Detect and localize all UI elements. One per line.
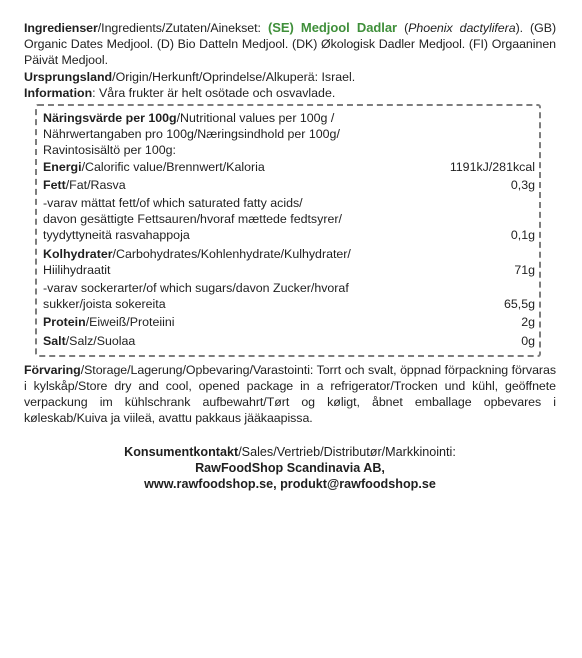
nutrition-row-saturated-fat (43, 195, 535, 246)
nutrient-name-rest: /Fat/Rasva (65, 177, 126, 192)
information-text: : Våra frukter är helt osötade och osvavlade. (92, 85, 336, 100)
nutrient-name-rest: /Carbohydrates/Kohlenhydrate/Kulhydrater/ (112, 246, 351, 261)
nutrition-header-line3: Ravintosisältö per 100g: (43, 143, 176, 158)
origin-label: Ursprungsland (24, 69, 113, 84)
nutrient-line: -varav mättat fett/of which saturated fatty acids/ (43, 196, 303, 211)
nutrition-header-bold: Näringsvärde per 100g (43, 111, 177, 126)
nutrient-value: 2g (521, 315, 535, 330)
nutrient-name-rest: /Eiweiß/Proteiini (85, 315, 175, 330)
nutrition-header-rest: /Nutritional values per 100g / (176, 111, 335, 126)
nutrient-name: Salt (43, 333, 66, 348)
nutrition-header-line2: Nährwertangaben pro 100g/Næringsindhold per 100g/ (43, 127, 340, 142)
contact-label-rest: /Sales/Vertrieb/Distributør/Markkinointi: (238, 444, 456, 459)
ingredients-highlight: (SE) Medjool Dadlar (267, 20, 398, 35)
nutrition-table (35, 104, 541, 357)
nutrition-header-line1 (43, 110, 535, 126)
nutrient-line: -varav sockerarter/of which sugars/davon Zucker/hvoraf (43, 281, 349, 296)
nutrition-row-carbohydrates (43, 246, 535, 280)
origin-text: /Origin/Herkunft/Oprindelse/Alkuperä: Israel. (112, 69, 356, 84)
storage-paragraph (24, 362, 556, 427)
contact-company: RawFoodShop Scandinavia AB, (195, 460, 385, 475)
nutrient-value: 1191kJ/281kcal (449, 159, 535, 174)
storage-label: Förvaring (24, 362, 81, 377)
product-label (24, 20, 556, 492)
nutrition-row-fat (43, 177, 535, 195)
ingredients-label-rest: /Ingredients/Zutaten/Ainekset: (97, 21, 268, 35)
nutrient-value: 71g (514, 262, 535, 277)
nutrient-value: 0g (521, 333, 535, 348)
origin-line (24, 69, 556, 85)
nutrition-row-sugars (43, 280, 535, 314)
nutrient-name: Energi (43, 159, 82, 174)
contact-label: Konsumentkontakt (124, 444, 239, 459)
information-line (24, 85, 556, 101)
contact-line (24, 444, 556, 460)
nutrient-value: 0,3g (510, 177, 535, 192)
ingredients-text: ). (GB) Organic Dates Medjool. (D) Bio Datteln Medjool. (DK) Økologisk Dadler Medjool. (FI) Orgaaninen Päivät Medjool. (24, 21, 557, 68)
nutrient-line: sukker/joista sokereita (43, 297, 166, 312)
nutrient-name: Kolhydrater (43, 246, 113, 261)
information-label: Information (24, 85, 93, 100)
contact-block (24, 444, 556, 493)
nutrition-row-protein (43, 314, 535, 332)
nutrient-name: Protein (43, 315, 86, 330)
nutrition-row-salt (43, 333, 535, 351)
nutrient-line: tyydyttyneitä rasvahappoja (43, 228, 190, 243)
nutrient-value: 65,5g (503, 297, 535, 312)
ingredients-latin: Phoenix dactylifera (408, 21, 516, 35)
ingredients-paragraph (24, 20, 556, 69)
nutrient-value: 0,1g (510, 228, 535, 243)
nutrient-line: Hiilihydraatit (43, 262, 111, 277)
ingredients-latin-open: ( (397, 21, 409, 35)
storage-text: /Storage/Lagerung/Opbevaring/Varastointi: Torrt och svalt, öppnad förpackning förvaras i kylskåp/Store dry and cool, opened package in a refrigerator/Trocken und kühl, geöffnete verpackung im kühlschrank aufbewahrt/Tørt og køligt, åbnet emballage opbevares i køleskab/Kuiva ja viileä, avattu pakkaus jääkaapissa. (24, 362, 556, 426)
nutrient-name-rest: /Salz/Suolaa (65, 333, 136, 348)
nutrition-row-energy (43, 159, 535, 177)
nutrient-name-rest: /Calorific value/Brennwert/Kaloria (81, 159, 265, 174)
nutrient-line: davon gesättigte Fettsauren/hvoraf mættede fedtsyrer/ (43, 212, 342, 227)
contact-web-email: www.rawfoodshop.se, produkt@rawfoodshop.se (144, 477, 436, 492)
ingredients-label: Ingredienser (24, 21, 98, 35)
nutrient-name: Fett (43, 177, 66, 192)
